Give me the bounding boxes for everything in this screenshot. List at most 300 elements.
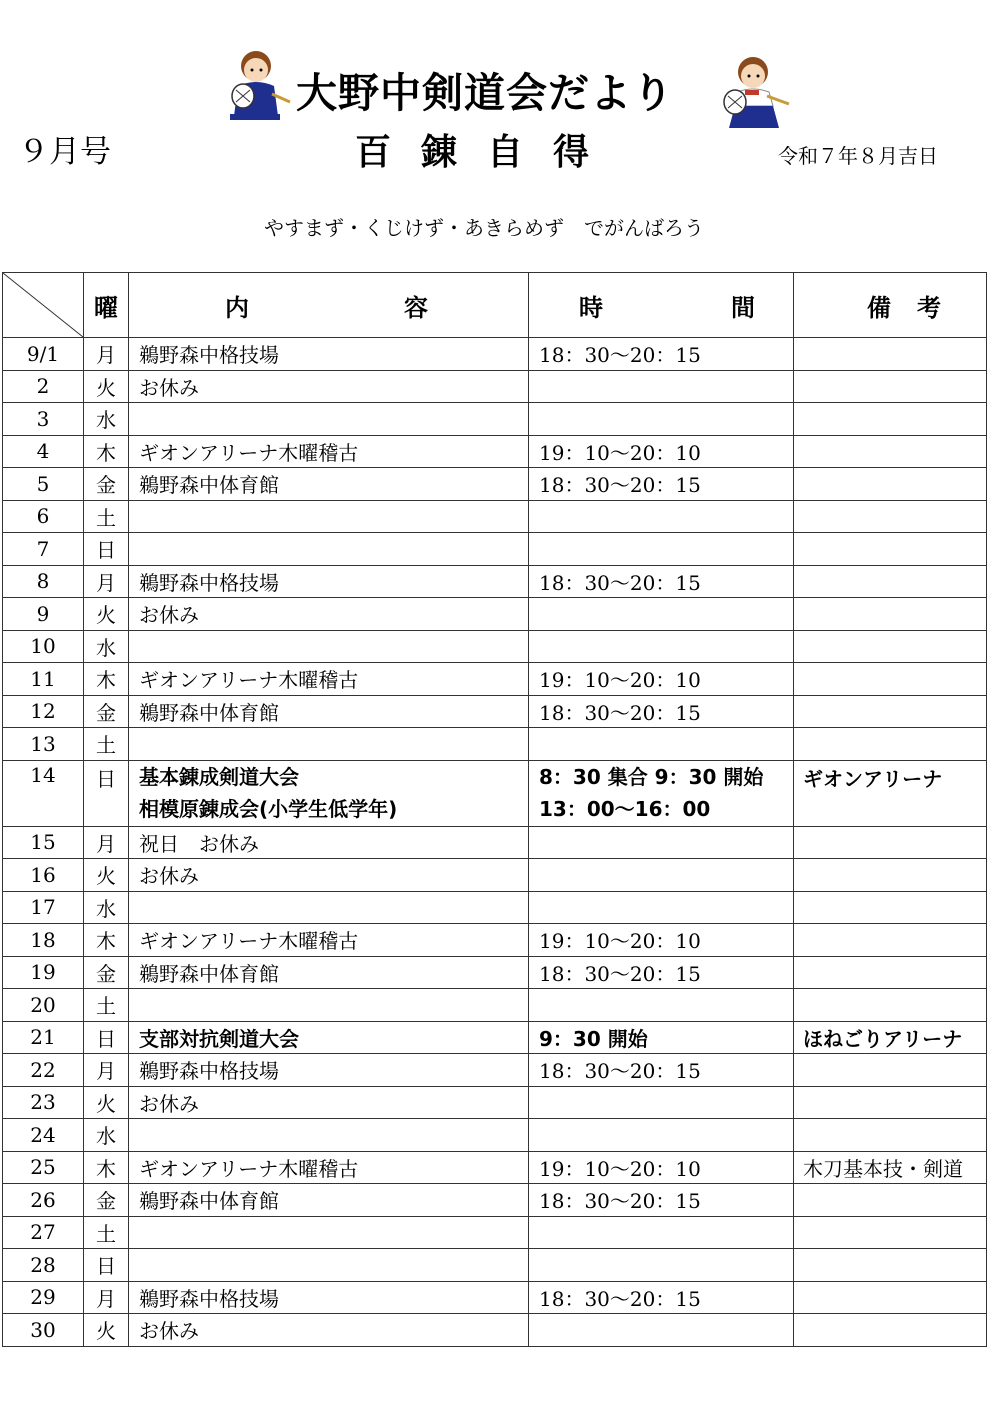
date-text: 3 — [36, 406, 50, 431]
date-text: 17 — [30, 895, 56, 920]
date-cell — [3, 859, 84, 892]
content-cell — [129, 630, 529, 663]
content-cell — [129, 1249, 529, 1282]
date-cell — [3, 1151, 84, 1184]
date-text: 28 — [30, 1252, 56, 1277]
note-cell — [794, 695, 987, 728]
content-cell — [129, 989, 529, 1022]
time-cell — [529, 1086, 794, 1119]
dow-cell — [84, 500, 129, 533]
dow-text: 火 — [96, 375, 116, 400]
dow-cell — [84, 989, 129, 1022]
content-cell — [129, 1216, 529, 1249]
time-text: 18：30〜20：15 — [539, 570, 701, 595]
note-cell — [794, 370, 987, 403]
dow-cell — [84, 1086, 129, 1119]
note-cell — [794, 826, 987, 859]
newsletter-title: 大野中剣道会だより — [296, 69, 674, 117]
date-cell — [3, 989, 84, 1022]
content-text: ギオンアリーナ木曜稽古 — [139, 668, 359, 693]
date-text: 6 — [36, 504, 50, 529]
dow-text: 月 — [96, 1059, 116, 1084]
time-text: 18：30〜20：15 — [539, 1059, 701, 1084]
dow-text: 土 — [96, 994, 116, 1019]
date-text: 11 — [30, 666, 56, 691]
table-row — [3, 1314, 987, 1347]
dow-text: 月 — [96, 831, 116, 856]
dow-text: 水 — [96, 1124, 116, 1149]
table-row — [3, 598, 987, 631]
time-cell — [529, 1216, 794, 1249]
dow-text: 水 — [96, 896, 116, 921]
date-cell — [3, 695, 84, 728]
content-text: 鵜野森中体育館 — [139, 961, 279, 986]
dow-cell — [84, 1021, 129, 1054]
content-cell — [129, 695, 529, 728]
content-text: 鵜野森中体育館 — [139, 700, 279, 725]
dow-cell — [84, 370, 129, 403]
date-text: 9 — [36, 601, 50, 626]
date-text: 24 — [30, 1122, 56, 1147]
date-cell — [3, 1086, 84, 1119]
note-cell — [794, 500, 987, 533]
time-cell — [529, 1151, 794, 1184]
time-cell — [529, 370, 794, 403]
time-text: 19：10〜20：10 — [539, 440, 701, 465]
time-text: 18：30〜20：15 — [539, 1286, 701, 1311]
schedule-table — [2, 272, 987, 1347]
content-text: 祝日 お休み — [139, 831, 259, 856]
dow-cell — [84, 1216, 129, 1249]
content-cell — [129, 500, 529, 533]
content-text: お休み — [139, 864, 199, 889]
date-text: 4 — [36, 439, 50, 464]
header-content-a: 内 — [225, 293, 249, 322]
dow-cell — [84, 1184, 129, 1217]
content-cell — [129, 370, 529, 403]
date-text: 12 — [30, 699, 56, 724]
time-cell — [529, 826, 794, 859]
table-row — [3, 565, 987, 598]
table-row — [3, 728, 987, 761]
table-row — [3, 1021, 987, 1054]
dow-cell — [84, 859, 129, 892]
date-cell — [3, 826, 84, 859]
note-cell — [794, 1216, 987, 1249]
dow-cell — [84, 338, 129, 371]
content-cell — [129, 1314, 529, 1347]
time-cell — [529, 533, 794, 566]
note-cell — [794, 1054, 987, 1087]
date-cell — [3, 1314, 84, 1347]
date-cell — [3, 1054, 84, 1087]
date-cell — [3, 468, 84, 501]
time-text: 8：30 集合 9：30 開始 — [539, 765, 764, 789]
date-text: 21 — [30, 1025, 56, 1050]
dow-text: 土 — [96, 505, 116, 530]
date-text: 29 — [30, 1285, 56, 1310]
date-text: 16 — [30, 862, 56, 887]
header-content-b: 容 — [404, 293, 428, 322]
date-cell — [3, 630, 84, 663]
content-cell — [129, 468, 529, 501]
time-cell — [529, 663, 794, 696]
date-cell — [3, 403, 84, 436]
dow-text: 水 — [96, 408, 116, 433]
time-cell — [529, 630, 794, 663]
content-text: ギオンアリーナ木曜稽古 — [139, 929, 359, 954]
dow-cell — [84, 533, 129, 566]
time-cell — [529, 1119, 794, 1152]
time-text: 18：30〜20：15 — [539, 961, 701, 986]
table-row — [3, 1249, 987, 1282]
slogan: やすまず・くじけず・あきらめず でがんばろう — [264, 216, 704, 240]
content-cell — [129, 859, 529, 892]
date-text: 22 — [30, 1057, 56, 1082]
table-row — [3, 1151, 987, 1184]
dow-text: 土 — [96, 733, 116, 758]
table-row — [3, 859, 987, 892]
time-cell — [529, 435, 794, 468]
note-cell — [794, 598, 987, 631]
note-cell — [794, 663, 987, 696]
time-text-2: 13：00〜16：00 — [539, 797, 711, 821]
header-time — [529, 273, 794, 338]
diagonal-line — [3, 273, 83, 337]
content-text: ギオンアリーナ木曜稽古 — [139, 1156, 359, 1181]
content-cell — [129, 1184, 529, 1217]
time-text: 18：30〜20：15 — [539, 343, 701, 368]
time-cell — [529, 468, 794, 501]
table-row — [3, 924, 987, 957]
note-cell — [794, 1151, 987, 1184]
time-text: 18：30〜20：15 — [539, 1189, 701, 1214]
content-text: お休み — [139, 603, 199, 628]
dow-cell — [84, 468, 129, 501]
date-text: 7 — [36, 536, 50, 561]
date-text: 2 — [36, 374, 50, 399]
content-cell — [129, 891, 529, 924]
table-row — [3, 1086, 987, 1119]
dow-text: 水 — [96, 635, 116, 660]
header-time-a: 時 — [579, 293, 603, 322]
time-text: 19：10〜20：10 — [539, 929, 701, 954]
content-text: 鵜野森中格技場 — [139, 1286, 279, 1311]
dow-cell — [84, 403, 129, 436]
date-text: 9/1 — [26, 341, 60, 366]
dow-cell — [84, 1119, 129, 1152]
date-text: 25 — [30, 1155, 56, 1180]
table-row — [3, 1216, 987, 1249]
time-cell — [529, 1249, 794, 1282]
dow-cell — [84, 826, 129, 859]
date-cell — [3, 1184, 84, 1217]
content-text: 鵜野森中体育館 — [139, 1189, 279, 1214]
content-text: お休み — [139, 1319, 199, 1344]
note-cell — [794, 924, 987, 957]
date-text: 5 — [36, 471, 50, 496]
content-text: お休み — [139, 375, 199, 400]
motto: 百錬自得 — [355, 131, 620, 173]
dow-text: 火 — [96, 1091, 116, 1116]
dow-text: 日 — [96, 1026, 116, 1051]
table-row — [3, 891, 987, 924]
dow-cell — [84, 598, 129, 631]
dow-text: 木 — [96, 440, 116, 465]
time-cell — [529, 989, 794, 1022]
date-cell — [3, 338, 84, 371]
date-cell — [3, 533, 84, 566]
dow-text: 木 — [96, 1156, 116, 1181]
note-cell — [794, 728, 987, 761]
content-cell — [129, 924, 529, 957]
table-row — [3, 500, 987, 533]
schedule-body — [3, 338, 987, 1347]
kendo-girl-illustration — [715, 50, 791, 134]
time-cell — [529, 1314, 794, 1347]
content-cell — [129, 1281, 529, 1314]
time-cell — [529, 695, 794, 728]
date-text: 10 — [30, 634, 56, 659]
note-cell — [794, 338, 987, 371]
note-cell — [794, 1314, 987, 1347]
dow-text: 火 — [96, 603, 116, 628]
time-text: 19：10〜20：10 — [539, 668, 701, 693]
table-row — [3, 695, 987, 728]
content-cell — [129, 1151, 529, 1184]
time-cell — [529, 338, 794, 371]
time-cell — [529, 891, 794, 924]
content-text: 鵜野森中体育館 — [139, 473, 279, 498]
table-row — [3, 468, 987, 501]
table-row — [3, 956, 987, 989]
note-cell — [794, 989, 987, 1022]
dow-text: 金 — [96, 700, 116, 725]
content-cell — [129, 1054, 529, 1087]
table-row — [3, 370, 987, 403]
time-cell — [529, 728, 794, 761]
dow-cell — [84, 435, 129, 468]
content-text: 鵜野森中格技場 — [139, 1059, 279, 1084]
time-cell — [529, 500, 794, 533]
header-time-b: 間 — [731, 293, 755, 322]
date-text: 18 — [30, 927, 56, 952]
dow-cell — [84, 1151, 129, 1184]
dow-cell — [84, 956, 129, 989]
dow-text: 火 — [96, 864, 116, 889]
note-cell — [794, 1021, 987, 1054]
date-cell — [3, 663, 84, 696]
date-text: 30 — [30, 1317, 56, 1342]
content-cell — [129, 663, 529, 696]
date-cell — [3, 565, 84, 598]
dow-text: 金 — [96, 1189, 116, 1214]
time-text: 9：30 開始 — [539, 1026, 648, 1051]
table-row — [3, 533, 987, 566]
date-text: 19 — [30, 960, 56, 985]
header-dow: 曜 — [84, 273, 129, 338]
dow-cell — [84, 728, 129, 761]
dow-cell — [84, 1281, 129, 1314]
content-cell — [129, 1086, 529, 1119]
table-row — [3, 1281, 987, 1314]
date-cell — [3, 891, 84, 924]
dow-text: 火 — [96, 1319, 116, 1344]
note-cell — [794, 565, 987, 598]
content-cell — [129, 826, 529, 859]
kendo-boy-illustration — [216, 44, 292, 126]
dow-cell — [84, 630, 129, 663]
dow-cell — [84, 695, 129, 728]
note-cell — [794, 435, 987, 468]
content-cell — [129, 1021, 529, 1054]
note-cell — [794, 1119, 987, 1152]
note-text: ギオンアリーナ — [803, 766, 943, 791]
dow-text: 日 — [96, 766, 116, 791]
date-cell — [3, 760, 84, 826]
date-text: 14 — [30, 762, 56, 787]
dow-text: 金 — [96, 473, 116, 498]
time-cell — [529, 565, 794, 598]
time-cell — [529, 1054, 794, 1087]
date-cell — [3, 1216, 84, 1249]
dow-cell — [84, 663, 129, 696]
date-cell — [3, 1119, 84, 1152]
time-cell — [529, 956, 794, 989]
content-cell — [129, 956, 529, 989]
content-cell — [129, 1119, 529, 1152]
note-cell — [794, 1281, 987, 1314]
content-cell — [129, 403, 529, 436]
note-cell — [794, 859, 987, 892]
note-cell — [794, 630, 987, 663]
time-cell — [529, 403, 794, 436]
date-cell — [3, 924, 84, 957]
note-cell — [794, 1249, 987, 1282]
time-text: 19：10〜20：10 — [539, 1156, 701, 1181]
table-row — [3, 630, 987, 663]
content-text: 支部対抗剣道大会 — [139, 1026, 299, 1051]
time-cell — [529, 760, 794, 826]
dow-text: 日 — [96, 1254, 116, 1279]
table-row — [3, 1054, 987, 1087]
dow-text: 土 — [96, 1221, 116, 1246]
newsletter-header — [0, 0, 944, 240]
content-cell — [129, 435, 529, 468]
table-header-row — [3, 273, 987, 338]
table-row — [3, 663, 987, 696]
dow-text: 月 — [96, 343, 116, 368]
date-cell — [3, 435, 84, 468]
table-row — [3, 435, 987, 468]
content-text: ギオンアリーナ木曜稽古 — [139, 440, 359, 465]
date-text: 20 — [30, 992, 56, 1017]
note-cell — [794, 1184, 987, 1217]
date-text: 8 — [36, 569, 50, 594]
date-text: 23 — [30, 1090, 56, 1115]
date-cell — [3, 956, 84, 989]
content-cell — [129, 760, 529, 826]
note-cell — [794, 1086, 987, 1119]
issue-number: ９月号 — [18, 134, 111, 170]
content-cell — [129, 565, 529, 598]
table-row — [3, 760, 987, 826]
dow-text: 金 — [96, 961, 116, 986]
table-row — [3, 1119, 987, 1152]
dow-cell — [84, 1249, 129, 1282]
date-cell — [3, 1021, 84, 1054]
header-content — [129, 273, 529, 338]
time-cell — [529, 598, 794, 631]
corner-diagonal-cell — [3, 273, 84, 338]
note-cell — [794, 760, 987, 826]
date-text: 13 — [30, 731, 56, 756]
content-text: お休み — [139, 1091, 199, 1116]
date-cell — [3, 728, 84, 761]
date-cell — [3, 598, 84, 631]
dow-text: 日 — [96, 538, 116, 563]
date-text: 27 — [30, 1220, 56, 1245]
note-text: 木刀基本技・剣道 — [803, 1156, 963, 1181]
content-cell — [129, 728, 529, 761]
date-text: 15 — [30, 830, 56, 855]
dow-cell — [84, 565, 129, 598]
note-cell — [794, 533, 987, 566]
dow-cell — [84, 1054, 129, 1087]
date-cell — [3, 500, 84, 533]
note-cell — [794, 956, 987, 989]
table-row — [3, 826, 987, 859]
dow-cell — [84, 891, 129, 924]
date-text: 26 — [30, 1187, 56, 1212]
time-cell — [529, 924, 794, 957]
time-cell — [529, 1021, 794, 1054]
table-row — [3, 403, 987, 436]
content-cell — [129, 598, 529, 631]
time-text: 18：30〜20：15 — [539, 473, 701, 498]
date-cell — [3, 1249, 84, 1282]
date-cell — [3, 370, 84, 403]
content-cell — [129, 338, 529, 371]
dow-text: 月 — [96, 1286, 116, 1311]
header-note — [794, 273, 987, 338]
header-note-a: 備 — [867, 293, 891, 322]
time-cell — [529, 859, 794, 892]
time-cell — [529, 1184, 794, 1217]
note-cell — [794, 468, 987, 501]
table-row — [3, 1184, 987, 1217]
content-text: 鵜野森中格技場 — [139, 343, 279, 368]
content-cell — [129, 533, 529, 566]
dow-cell — [84, 760, 129, 826]
dow-text: 月 — [96, 570, 116, 595]
header-note-b: 考 — [917, 293, 941, 322]
dow-cell — [84, 924, 129, 957]
content-text: 基本錬成剣道大会 — [139, 765, 299, 789]
issue-date: 令和７年８月吉日 — [778, 144, 938, 168]
note-cell — [794, 403, 987, 436]
content-text-2: 相模原錬成会(小学生低学年) — [139, 797, 398, 821]
dow-cell — [84, 1314, 129, 1347]
table-row — [3, 989, 987, 1022]
note-cell — [794, 891, 987, 924]
time-text: 18：30〜20：15 — [539, 700, 701, 725]
date-cell — [3, 1281, 84, 1314]
time-cell — [529, 1281, 794, 1314]
dow-text: 木 — [96, 929, 116, 954]
note-text: ほねごりアリーナ — [803, 1026, 963, 1051]
content-text: 鵜野森中格技場 — [139, 570, 279, 595]
